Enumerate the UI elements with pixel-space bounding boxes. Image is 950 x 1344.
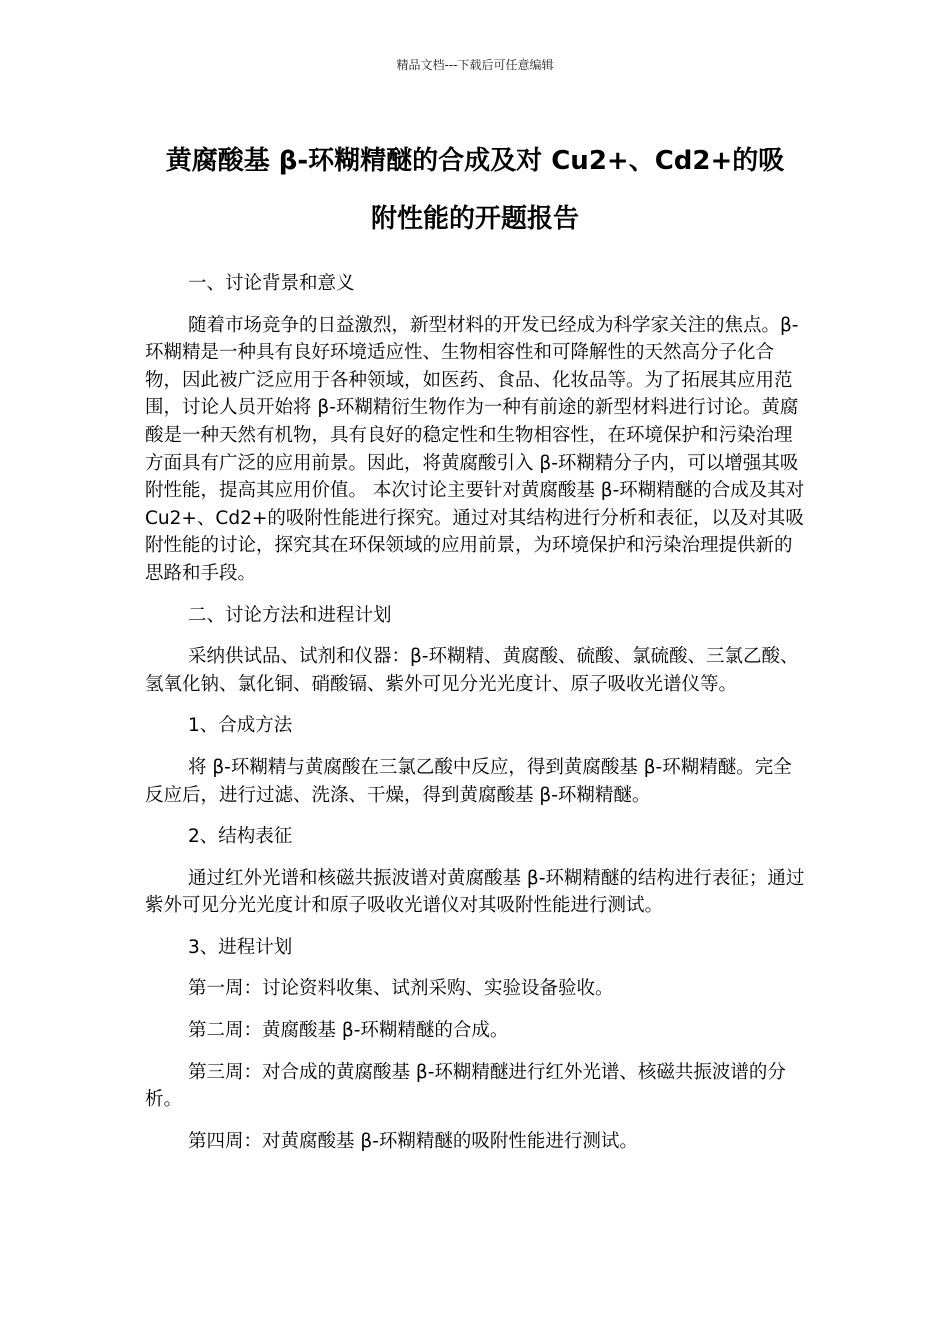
schedule-week-3: 第三周：对合成的黄腐酸基 β-环糊精醚进行红外光谱、核磁共振波谱的分析。 — [145, 1061, 786, 1111]
background-paragraph: 随着市场竞争的日益激烈，新型材料的开发已经成为科学家关注的焦点。β-环糊精是一种具有良好环境适应性、生物相容性和可降解性的天然高分子化合物，因此被广泛应用于各种领域，如医药、食品、化妆品等。为了拓展其应用范围，讨论人员开始将 β-环糊精衍生物作为一种有前途的新型材料进行讨论。黄腐酸是一种天然有机物，具有良好的稳定性和生物相容性，在环境保护和污染治理方面具有广泛的应用前景。因此，将黄腐酸引入 β-环糊精分子内，可以增强其吸附性能，提高其应用价值。 本次讨论主要针对黄腐酸基 β-环糊精醚的合成及其对 Cu2+、Cd2+的吸附性能进行探究。通过对其结构进行分析和表征，以及对其吸附性能的讨论，探究其在环保领域的应用前景，为环境保护和污染治理提供新的思路和手段。 — [145, 314, 805, 584]
schedule-week-2: 第二周：黄腐酸基 β-环糊精醚的合成。 — [188, 1020, 509, 1042]
synthesis-paragraph: 将 β-环糊精与黄腐酸在三氯乙酸中反应，得到黄腐酸基 β-环糊精醚。完全反应后，进行过滤、洗涤、干燥，得到黄腐酸基 β-环糊精醚。 — [145, 756, 792, 806]
subheading-characterization: 2、结构表征 — [188, 826, 293, 848]
title-line-2: 附性能的开题报告 — [370, 204, 579, 234]
schedule-week-4: 第四周：对黄腐酸基 β-环糊精醚的吸附性能进行测试。 — [188, 1130, 638, 1152]
subheading-schedule: 3、进程计划 — [188, 936, 293, 958]
schedule-week-1: 第一周：讨论资料收集、试剂采购、实验设备验收。 — [188, 978, 614, 1000]
subheading-synthesis: 1、合成方法 — [188, 715, 293, 737]
header-note: 精品文档---下载后可任意编辑 — [396, 58, 554, 72]
title-line-1: 黄腐酸基 β-环糊精醚的合成及对 Cu2+、Cd2+的吸 — [165, 146, 785, 176]
document-title — [130, 132, 820, 248]
section-heading-methods: 二、讨论方法和进程计划 — [188, 604, 392, 626]
characterization-paragraph: 通过红外光谱和核磁共振波谱对黄腐酸基 β-环糊精醚的结构进行表征；通过紫外可见分光光度计和原子吸收光谱仪对其吸附性能进行测试。 — [145, 867, 805, 917]
section-heading-background: 一、讨论背景和意义 — [188, 273, 355, 294]
materials-paragraph: 采纳供试品、试剂和仪器：β-环糊精、黄腐酸、硫酸、氯硫酸、三氯乙酸、氢氧化钠、氯化铜、硝酸镉、紫外可见分光光度计、原子吸收光谱仪等。 — [145, 646, 799, 695]
document-body — [145, 270, 810, 1169]
